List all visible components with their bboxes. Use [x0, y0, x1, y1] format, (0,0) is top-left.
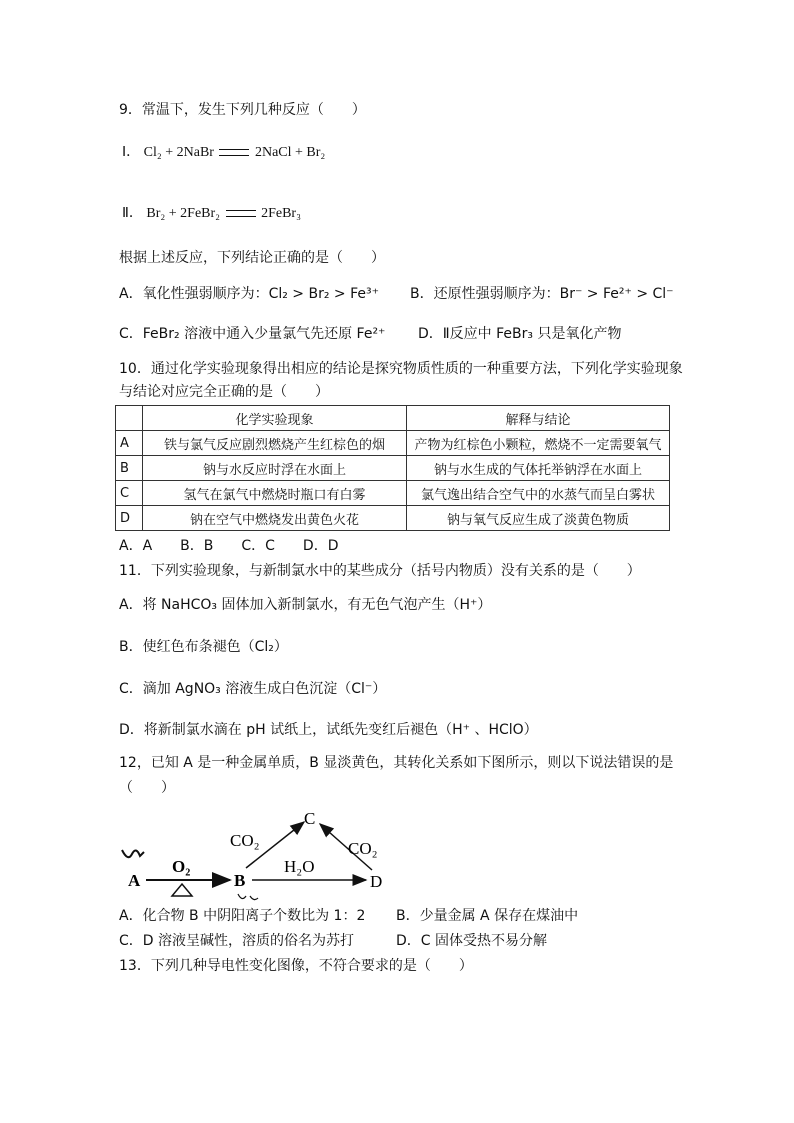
table-header-cell: 解释与结论 [407, 406, 670, 431]
table-cell: 氯气逸出结合空气中的水蒸气而呈白雾状 [407, 481, 670, 506]
table-cell: 铁与氯气反应剧烈燃烧产生红棕色的烟 [143, 431, 407, 456]
q9-question: 根据上述反应，下列结论正确的是（ ） [119, 250, 385, 266]
q11-option-a: A．将 NaHCO₃ 固体加入新制氯水，有无色气泡产生（H⁺） [119, 597, 492, 613]
q9-reaction-2 [122, 205, 301, 223]
handwriting-mark-icon [238, 894, 258, 900]
table-cell: 产物为红棕色小颗粒，燃烧不一定需要氧气 [407, 431, 670, 456]
q10-stem-line2: 与结论对应完全正确的是（ ） [119, 384, 329, 400]
q9-reaction-1-label: Ⅰ． [122, 145, 141, 160]
table-cell: C [116, 481, 143, 506]
table-header-row [116, 406, 670, 431]
q12-option-d: D．C 固体受热不易分解 [396, 933, 548, 949]
q9-reaction-1-left: Cl₂ + 2NaBr [143, 145, 214, 160]
q12-stem-line2: （ ） [119, 780, 175, 796]
table-cell: B [116, 456, 143, 481]
q12-option-c: C．D 溶液呈碱性，溶质的俗名为苏打 [119, 933, 355, 949]
q12-stem-line1: 12，已知 A 是一种金属单质，B 显淡黄色，其转化关系如下图所示，则以下说法错误的是 [119, 755, 674, 771]
node-c: C [304, 812, 316, 828]
table-row [116, 431, 670, 456]
q11-option-c: C．滴加 AgNO₃ 溶液生成白色沉淀（Cl⁻） [119, 681, 387, 697]
table-cell: 钠与氧气反应生成了淡黄色物质 [407, 506, 670, 531]
label-co2-left: CO₂ [230, 831, 260, 850]
q12-option-a: A．化合物 B 中阴阳离子个数比为 1：2 [119, 908, 366, 924]
table-cell: D [116, 506, 143, 531]
table-cell: 钠在空气中燃烧发出黄色火花 [143, 506, 407, 531]
table-cell: A [116, 431, 143, 456]
q9-stem: 9．常温下，发生下列几种反应（ ） [119, 102, 366, 118]
equals-sign-icon [226, 210, 256, 217]
table-header-cell [116, 406, 143, 431]
table-cell: 氢气在氯气中燃烧时瓶口有白雾 [143, 481, 407, 506]
q10-stem-line1: 10．通过化学实验现象得出相应的结论是探究物质性质的一种重要方法，下列化学实验现象 [119, 361, 683, 377]
q10-table [115, 405, 670, 531]
q11-stem: 11．下列实验现象，与新制氯水中的某些成分（括号内物质）没有关系的是（ ） [119, 563, 641, 579]
q12-conversion-diagram [120, 812, 400, 904]
q9-reaction-1 [122, 144, 325, 162]
table-row [116, 481, 670, 506]
q13-stem: 13．下列几种导电性变化图像，不符合要求的是（ ） [119, 958, 473, 974]
q9-option-a: A．氧化性强弱顺序为：Cl₂ > Br₂ > Fe³⁺ [119, 286, 379, 302]
q9-reaction-2-label: Ⅱ． [122, 206, 143, 221]
node-a: A [128, 871, 141, 890]
q12-option-b: B．少量金属 A 保存在煤油中 [396, 908, 579, 924]
q9-option-c: C．FeBr₂ 溶液中通入少量氯气先还原 Fe²⁺ [119, 326, 386, 342]
q9-option-b: B．还原性强弱顺序为：Br⁻ > Fe²⁺ > Cl⁻ [410, 286, 674, 302]
table-row [116, 506, 670, 531]
label-o2: O₂ [172, 857, 191, 876]
handwriting-mark-icon [122, 850, 144, 857]
q11-option-d: D．将新制氯水滴在 pH 试纸上，试纸先变红后褪色（H⁺ 、HClO） [119, 722, 538, 738]
q11-option-b: B．使红色布条褪色（Cl₂） [119, 639, 288, 655]
q9-reaction-2-right: 2FeBr₃ [261, 206, 301, 221]
table-row [116, 456, 670, 481]
q9-reaction-1-right: 2NaCl + Br₂ [254, 145, 326, 160]
table-header-cell: 化学实验现象 [143, 406, 407, 431]
equals-sign-icon [219, 149, 249, 156]
q9-reaction-2-left: Br₂ + 2FeBr₂ [146, 206, 221, 221]
q10-options: A．A B．B C．C D．D [119, 538, 339, 554]
node-d: D [370, 872, 383, 891]
label-co2-right: CO₂ [348, 839, 378, 858]
q9-option-d: D．Ⅱ反应中 FeBr₃ 只是氧化产物 [418, 326, 622, 342]
label-h2o: H₂O [284, 857, 315, 876]
heat-triangle-icon [172, 884, 192, 896]
table-cell: 钠与水生成的气体托举钠浮在水面上 [407, 456, 670, 481]
table-cell: 钠与水反应时浮在水面上 [143, 456, 407, 481]
node-b: B [234, 871, 246, 890]
